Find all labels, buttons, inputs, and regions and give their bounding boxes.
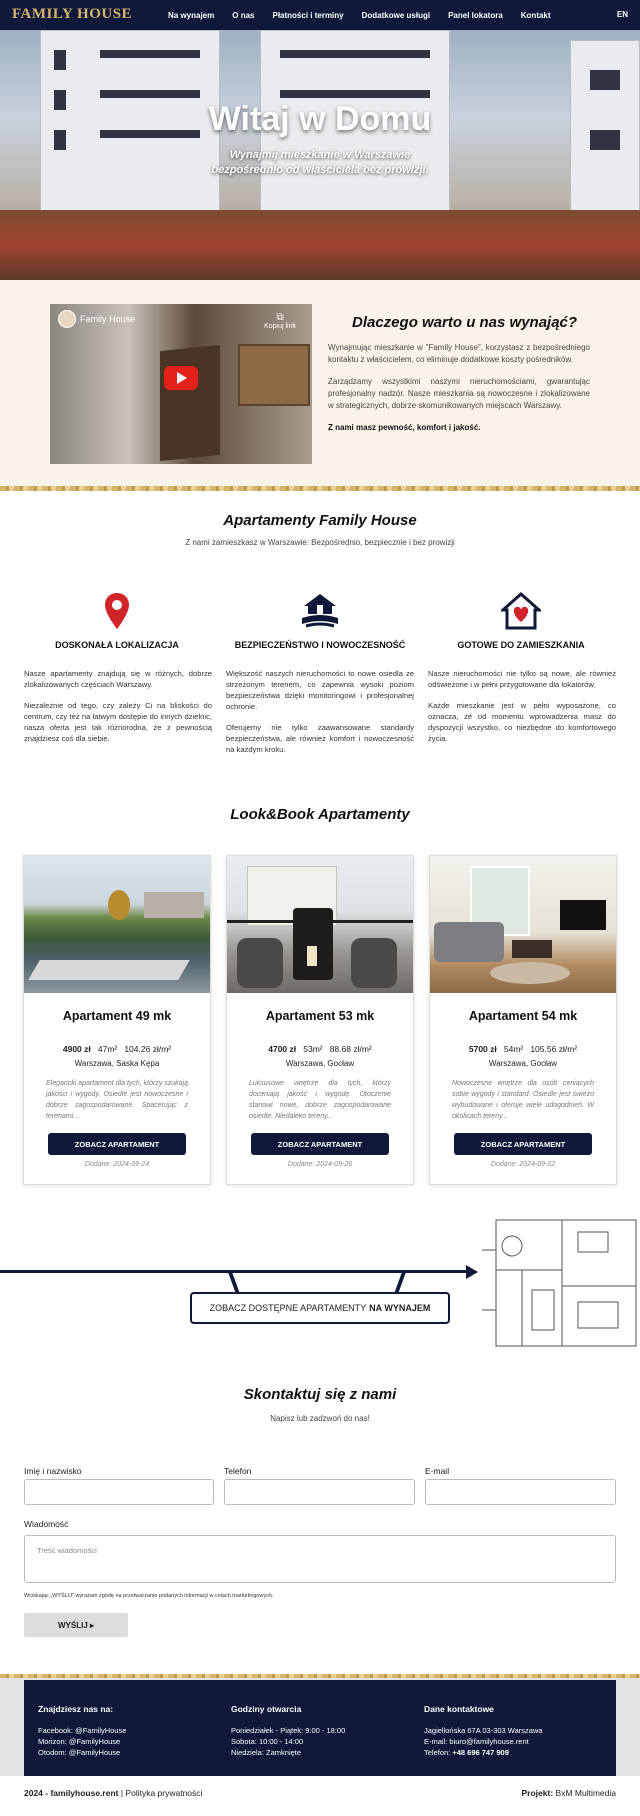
phone-label: Telefon	[224, 1466, 252, 1476]
gold-divider	[0, 486, 640, 491]
name-label: Imię i nazwisko	[24, 1466, 82, 1476]
photo-table	[512, 940, 552, 958]
apartment-price-row	[430, 1044, 616, 1054]
footer-hours	[231, 1704, 345, 1758]
message-textarea[interactable]	[24, 1535, 616, 1583]
email-input[interactable]	[425, 1479, 616, 1505]
footer	[24, 1680, 616, 1776]
main-menu	[168, 0, 569, 30]
feature-title: DOSKONAŁA LOKALIZACJA	[55, 640, 179, 650]
footer-social-otodom[interactable]: Otodom: @FamilyHouse	[38, 1748, 121, 1757]
footer-phone-label: Telefon:	[424, 1748, 453, 1757]
apartment-description: Elegancki apartament dla tych, którzy szukają jakości i wygody. Osiedle jest nowoczesne i dobrze zagospodarowane. Spacerując z terenami...	[46, 1080, 189, 1120]
apartment-photo[interactable]	[24, 856, 210, 993]
apartment-title[interactable]: Apartament 53 mk	[265, 1009, 375, 1023]
photo-tree	[108, 890, 130, 920]
feature-security	[225, 590, 415, 650]
hero-subtitle	[0, 148, 640, 178]
footer-hours-line: Niedziela: Zamknięte	[231, 1748, 302, 1757]
apartment-price-row	[227, 1044, 413, 1054]
footer-social-facebook[interactable]: Facebook: @FamilyHouse	[38, 1726, 127, 1735]
apartment-location: Warszawa, Saska Kępa	[74, 1059, 160, 1068]
footer-contact	[424, 1704, 543, 1758]
apartment-price-row	[24, 1044, 210, 1054]
apartment-price: 4900 zł	[62, 1044, 91, 1054]
apartment-description: Nowoczesne wnętrze dla osób ceniących sobie wygody i standard. Osiedle jest świeżo wybudowane i oferuje wiele udogodnień. W okolicach tereny...	[452, 1080, 594, 1120]
nav-item-platnosci[interactable]: Płatności i terminy	[272, 10, 344, 20]
apartment-price: 4700 zł	[268, 1044, 297, 1054]
project-label: Projekt:	[521, 1788, 556, 1798]
why-title: Dlaczego warto u nas wynająć?	[352, 314, 578, 331]
cta-arrow-line	[0, 1270, 470, 1273]
hero-window	[280, 90, 430, 98]
contact-title: Skontaktuj się z nami	[243, 1386, 397, 1403]
lookbook-title: Look&Book Apartamenty	[230, 806, 410, 823]
play-button-icon[interactable]	[164, 366, 198, 390]
photo-chair	[351, 938, 397, 988]
arrow-right-icon	[466, 1265, 478, 1279]
secure-home-icon	[225, 590, 415, 632]
apartment-area: 54m²	[503, 1044, 524, 1054]
apartment-area: 53m²	[303, 1044, 323, 1054]
feature-paragraph: Nasze apartamenty znajdują się w różnych, dobrze zlokalizowanych częściach Warszawy.	[24, 669, 212, 689]
apartment-price: 5700 zł	[468, 1044, 497, 1054]
photo-lantern	[293, 908, 333, 980]
feature-paragraph: Nasze nieruchomości nie tylko są nowe, ale również odświeżone i w pełni przygotowane dla lokatorów.	[428, 669, 616, 689]
copyright-text: 2024 - familyhouse.rent	[24, 1788, 119, 1798]
feature-text-location	[24, 668, 212, 754]
apartment-location: Warszawa, Gocław	[285, 1059, 355, 1068]
phone-input[interactable]	[224, 1479, 415, 1505]
footer-email[interactable]: E-mail: biuro@familyhouse.rent	[424, 1737, 529, 1746]
feature-paragraph: Oferujemy nie tylko zaawansowane standardy bezpieczeństwa, ale również komfort i nowoczesność na każdym kroku.	[226, 723, 414, 754]
send-button[interactable]: WYŚLIJ ▸	[24, 1613, 128, 1637]
apartment-price-per-m2: 105.56 zł/m²	[530, 1044, 578, 1054]
nav-item-na-wynajem[interactable]: Na wynajem	[168, 10, 215, 20]
hero-window	[54, 50, 66, 70]
top-navbar	[0, 0, 640, 30]
hero-shrubs	[0, 210, 640, 280]
message-label: Wiadomość	[24, 1519, 69, 1529]
apartment-location: Warszawa, Gocław	[488, 1059, 558, 1068]
nav-item-panel-lokatora[interactable]: Panel lokatora	[448, 10, 503, 20]
why-tagline: Z nami masz pewność, komfort i jakość.	[328, 423, 481, 432]
project-credit	[522, 1788, 616, 1798]
footer-social-title: Znajdziesz nas na:	[38, 1704, 114, 1714]
floor-plan-illustration	[482, 1210, 640, 1358]
site-logo[interactable]: FAMILY HOUSE	[12, 6, 133, 22]
photo-pier	[28, 960, 190, 980]
apartments-title: Apartamenty Family House	[223, 512, 417, 529]
photo-tv	[560, 900, 606, 930]
feature-text-security	[226, 668, 414, 765]
consent-text: Wciskając „WYŚLIJ" wyrażam zgodę na przetwarzanie podanych informacji w celach marketingowych.	[24, 1593, 274, 1599]
copyright	[24, 1788, 202, 1798]
footer-social	[38, 1704, 126, 1758]
cta-text-bold: NA WYNAJEM	[369, 1303, 431, 1313]
email-label: E-mail	[425, 1466, 450, 1476]
view-apartment-button[interactable]: ZOBACZ APARTAMENT	[454, 1133, 592, 1155]
location-pin-icon	[22, 590, 212, 632]
apartment-photo[interactable]	[430, 856, 616, 993]
privacy-policy-link[interactable]: Polityka prywatności	[125, 1788, 203, 1798]
view-apartment-button[interactable]: ZOBACZ APARTAMENT	[251, 1133, 389, 1155]
footer-contact-title: Dane kontaktowe	[424, 1704, 494, 1714]
channel-avatar	[58, 310, 76, 328]
youtube-video-player[interactable]	[50, 304, 312, 464]
copy-link-label: Kopiuj link	[264, 323, 296, 330]
bottom-bar	[0, 1776, 640, 1816]
hero-window	[590, 70, 620, 90]
heart-house-icon	[426, 590, 616, 632]
message-placeholder: Treść wiadomości	[37, 1546, 97, 1555]
photo-chair	[237, 938, 283, 988]
apartment-price-per-m2: 88.68 zł/m²	[329, 1044, 372, 1054]
apartment-title[interactable]: Apartament 54 mk	[468, 1009, 578, 1023]
video-thumbnail-door	[160, 345, 220, 461]
feature-text-ready	[428, 668, 616, 754]
footer-social-morizon[interactable]: Morizon: @FamilyHouse	[38, 1737, 121, 1746]
footer-phone[interactable]: +48 696 747 909	[452, 1748, 509, 1757]
video-thumbnail-painting	[238, 344, 310, 406]
footer-phone-row	[424, 1747, 543, 1758]
apartment-card[interactable]	[429, 855, 617, 1185]
photo-lantern-light	[307, 946, 317, 966]
apartment-price-per-m2: 104.26 zł/m²	[124, 1044, 172, 1054]
copy-icon: ⧉	[276, 312, 284, 323]
why-text	[328, 342, 590, 444]
hero-window	[100, 50, 200, 58]
photo-sofa	[434, 922, 504, 962]
nav-item-kontakt[interactable]: Kontakt	[520, 10, 551, 20]
contact-subtitle: Napisz lub zadzwoń do nas!	[270, 1414, 370, 1423]
hero-title: Witaj w Domu	[208, 100, 432, 138]
language-switch[interactable]: EN	[616, 10, 628, 19]
apartment-card[interactable]	[23, 855, 211, 1185]
apartment-title[interactable]: Apartament 49 mk	[62, 1009, 172, 1023]
footer-address: Jagiellońska 67A 03-303 Warszawa	[424, 1726, 543, 1735]
copy-link-button[interactable]	[264, 312, 296, 330]
apartment-description: Luksusowe wnętrze dla tych, którzy doceniają jakość i wygodę. Otoczenie stanowi nowe, dobrze zagospodarowane osiedle. Niedaleko tereny...	[249, 1080, 391, 1120]
feature-location	[22, 590, 212, 650]
apartment-added-date: Dodane: 2024-09-24	[84, 1161, 150, 1168]
nav-item-o-nas[interactable]: O nas	[232, 10, 255, 20]
apartment-added-date: Dodane: 2024-09-26	[287, 1161, 353, 1168]
gold-divider	[0, 1674, 640, 1678]
project-link[interactable]: BxM Multimedia	[555, 1788, 616, 1798]
apartment-card[interactable]	[226, 855, 414, 1185]
separator: |	[118, 1788, 126, 1798]
apartment-photo[interactable]	[227, 856, 413, 993]
cta-sign-leg	[228, 1272, 240, 1294]
feature-title: GOTOWE DO ZAMIESZKANIA	[457, 640, 585, 650]
why-paragraph: Wynajmując mieszkanie w "Family House", korzystasz z bezpośredniego kontaktu z właścicielem, co eliminuje dodatkowe koszty pośredników.	[328, 343, 590, 364]
hero-banner	[0, 30, 640, 280]
view-apartment-button[interactable]: ZOBACZ APARTAMENT	[48, 1133, 186, 1155]
feature-title: BEZPIECZEŃSTWO I NOWOCZESNOŚĆ	[234, 640, 406, 650]
hero-window	[100, 90, 200, 98]
feature-paragraph: Każde mieszkanie jest w pełni wyposażone, co oznacza, że od momentu wprowadzenia masz do dyspozycji wszystko, co niezbędne do komfortowego życia.	[428, 701, 616, 743]
nav-item-uslugi[interactable]: Dodatkowe usługi	[361, 10, 431, 20]
footer-hours-title: Godziny otwarcia	[231, 1704, 302, 1714]
video-channel-title[interactable]: Family House	[80, 314, 136, 324]
see-available-apartments-button[interactable]	[190, 1292, 450, 1324]
why-paragraph: Zarządzamy wszystkimi naszymi nieruchomościami, gwarantując profesjonalny nadzór. Nasze mieszkania są nowoczesne i zlokalizowane w strategicznych, dobrze skomunikowanych miejscach Warszawy.	[328, 377, 590, 410]
photo-building	[144, 892, 204, 918]
feature-paragraph: Większość naszych nieruchomości to nowe osiedla ze strzeżonym terenem, co zapewnia wysoki poziom bezpieczeństwa dzięki monitoringowi i profesjonalnej ochronie.	[226, 669, 414, 711]
hero-subtitle-line2: bezpośrednio od właściciela bez prowizji.	[211, 164, 429, 176]
apartments-subtitle: Z nami zamieszkasz w Warszawie: Bezpośrednio, bezpiecznie i bez prowizji	[185, 538, 455, 547]
cta-sign-leg	[394, 1272, 406, 1294]
feature-ready	[426, 590, 616, 650]
apartment-added-date: Dodane: 2024-09-02	[490, 1161, 556, 1168]
footer-hours-line: Poniedziałek - Piątek: 9:00 - 18:00	[231, 1726, 346, 1735]
feature-paragraph: Niezależnie od tego, czy zależy Ci na bliskości do centrum, czy też na łatwym dostępie do innych dzielnic, nasza oferta jest tak różnorodna, że z pewnością znajdziesz coś dla siebie.	[24, 701, 212, 743]
name-input[interactable]	[24, 1479, 214, 1505]
footer-hours-line: Sobota: 10:00 - 14:00	[231, 1737, 304, 1746]
photo-rug	[490, 962, 570, 984]
hero-subtitle-line1: Wynajmij mieszkanie w Warszawie	[229, 149, 411, 161]
hero-window	[280, 50, 430, 58]
apartment-area: 47m²	[97, 1044, 118, 1054]
cta-text: ZOBACZ DOSTĘPNE APARTAMENTY	[209, 1303, 367, 1313]
